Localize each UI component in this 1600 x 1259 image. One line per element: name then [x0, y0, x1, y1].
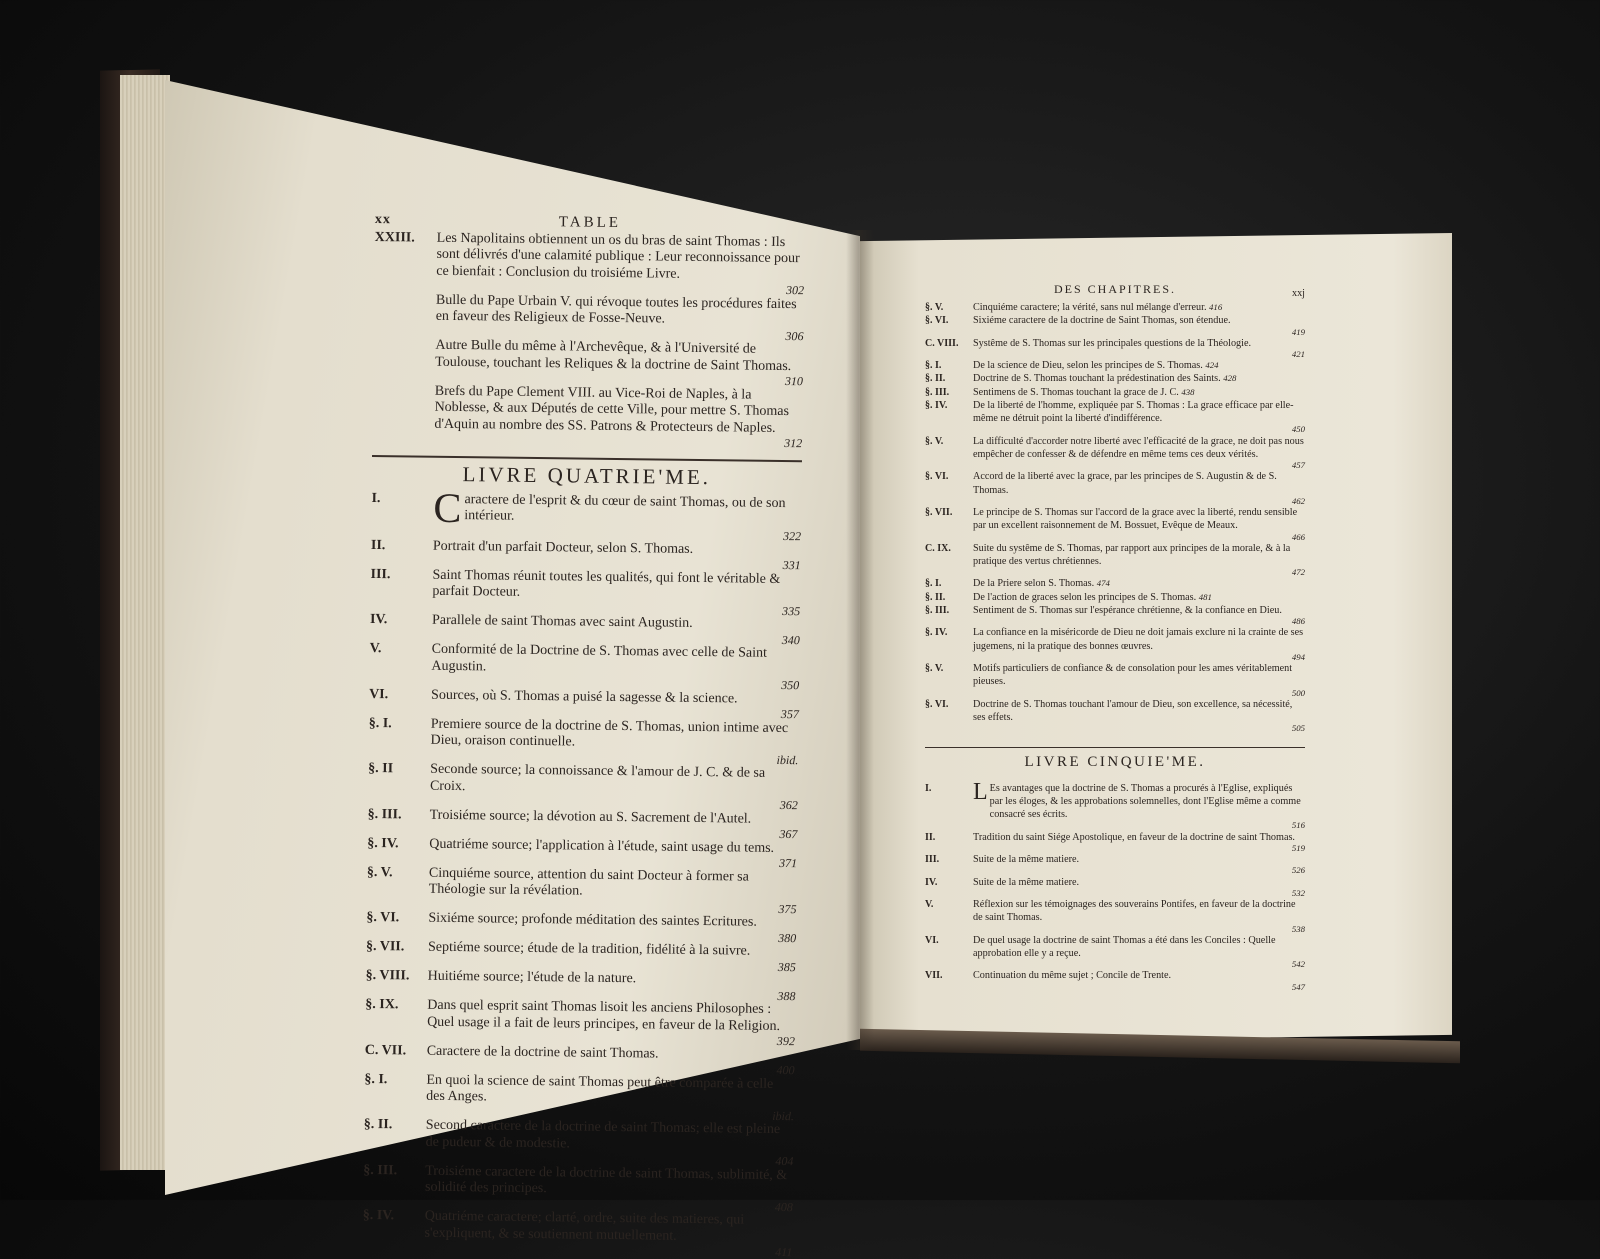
entry-page: 302	[785, 283, 805, 298]
toc-entry	[925, 399, 1305, 435]
entry-text: aractere de l'esprit & du cœur de saint Thomas, ou de son intérieur.	[464, 492, 786, 525]
entry-page: 421	[1291, 348, 1305, 359]
entry-text: Es avantages que la doctrine de S. Thomas a procurés à l'Eglise, expliqués par les éloges, & les approbations solemnelles, dont l'Eglise même a comme consacré ses écrits.	[989, 782, 1301, 821]
toc-entry	[368, 761, 799, 812]
entry-text: Dans quel esprit saint Thomas lisoit les anciens Philosophes : Quel usage il a fait de leurs principes, en faveur de la Religion.	[427, 998, 781, 1034]
entry-page: 505	[1291, 723, 1305, 734]
left-prior-entries	[372, 230, 805, 450]
entry-page: 472	[1291, 567, 1305, 578]
entry-number: V.	[925, 899, 934, 911]
entry-text: De quel usage la doctrine de saint Thomas a été dans les Conciles : Quelle approbation elle y a reçue.	[973, 934, 1276, 959]
entry-number: §. V.	[925, 302, 944, 313]
entry-text: Les Napolitains obtiennent un os du bras de saint Thomas : Ils sont délivrés d'une calamité publique : Leur reconnoissance pour ce bienfait : Conclusion du troisiéme Livre.	[436, 230, 800, 282]
toc-entry	[925, 604, 1305, 626]
entry-page: 416	[1209, 302, 1223, 312]
page-edges	[120, 75, 170, 1170]
entry-page: 516	[1291, 820, 1305, 831]
entry-number: §. VII.	[365, 939, 405, 955]
entry-page: 411	[775, 1244, 793, 1259]
entry-page: 380	[778, 930, 797, 945]
entry-number: III.	[370, 566, 391, 582]
entry-number: §. III.	[925, 386, 950, 398]
entry-text: Continuation du même sujet ; Concile de Trente.	[973, 970, 1172, 982]
entry-number	[373, 337, 435, 338]
entry-text: Autre Bulle du même à l'Archevêque, & à l'Université de Toulouse, touchant les Reliques & la doctrine de Saint Thomas.	[435, 338, 792, 374]
entry-number: §. VI.	[925, 315, 949, 327]
toc-entry	[925, 876, 1305, 898]
entry-number: IV.	[369, 612, 388, 628]
entry-text: Troisiéme caractere de la doctrine de saint Thomas, sublimité, & solidité des principes.	[424, 1163, 788, 1197]
entry-page: 462	[1291, 495, 1305, 506]
toc-entry	[925, 314, 1305, 336]
entry-text: Doctrine de S. Thomas touchant l'amour de Dieu, son excellence, sa nécessité, ses effets.	[973, 698, 1293, 724]
section-rule	[372, 455, 802, 462]
entry-text: Tradition du saint Siége Apostolique, en faveur de la doctrine de saint Thomas.	[973, 831, 1295, 843]
gutter-shadow	[846, 230, 874, 1050]
entry-text: Réflexion sur les témoignages des souverains Pontifes, en faveur de la doctrine de saint Thomas.	[973, 899, 1296, 924]
entry-page: 310	[784, 374, 804, 389]
entry-text: De la Priere selon S. Thomas.	[973, 578, 1095, 590]
entry-page: 357	[780, 707, 799, 722]
toc-entry	[363, 1163, 794, 1214]
entry-page: 526	[1291, 865, 1305, 876]
entry-text: Suite de la même matiere.	[973, 876, 1080, 888]
entry-text: Caractere de la doctrine de saint Thomas.	[426, 1043, 659, 1062]
entry-page: 400	[776, 1063, 795, 1078]
entry-text: En quoi la science de saint Thomas peut être comparée à celle des Anges.	[426, 1072, 774, 1105]
entry-text: Sixiéme source; profonde méditation des saintes Ecritures.	[428, 910, 757, 930]
entry-text: Premiere source de la doctrine de S. Thomas, union intime avec Dieu, oraison continuelle.	[430, 716, 789, 750]
entry-number: §. I.	[364, 1071, 388, 1088]
entry-page: 335	[782, 603, 801, 618]
entry-text: Septiéme source; étude de la tradition, fidélité à la suivre.	[427, 939, 751, 959]
entry-number: §. V.	[366, 864, 393, 880]
entry-number: C. VII.	[364, 1042, 407, 1059]
toc-entry	[925, 386, 1305, 399]
entry-page: 428	[1223, 373, 1237, 384]
entry-text: Motifs particuliers de confiance & de consolation pour les ames véritablement pieuses.	[973, 663, 1293, 688]
entry-number: I.	[925, 782, 932, 794]
toc-entry	[925, 435, 1305, 471]
left-page-text	[362, 212, 805, 1259]
toc-entry	[374, 230, 805, 297]
toc-entry	[364, 1072, 795, 1123]
entry-number: VII.	[925, 970, 943, 982]
entry-page: 392	[776, 1034, 795, 1049]
entry-page: ibid.	[776, 752, 799, 767]
entry-page: 450	[1291, 424, 1305, 435]
entry-number: §. IV.	[362, 1208, 395, 1224]
entry-page: 532	[1291, 887, 1305, 898]
entry-text: Parallele de saint Thomas avec saint Augustin.	[431, 612, 693, 632]
entry-text: Bulle du Pape Urbain V. qui révoque toutes les procédures faites en faveur des Religieux de Fosse-Neuve.	[435, 292, 797, 327]
drop-cap: C	[433, 485, 462, 533]
entry-page: 312	[784, 436, 803, 451]
entry-number: VI.	[369, 686, 389, 702]
entry-number: §. II.	[925, 373, 946, 385]
entry-text: Cinquiéme source, attention du saint Docteur à former sa Théologie sur la révélation.	[428, 865, 749, 899]
entry-number: §. VI.	[925, 698, 949, 710]
entry-number: §. I.	[925, 578, 942, 590]
entry-text: Le principe de S. Thomas sur l'accord de la grace avec la liberté, rendu sensible par un excellent raisonnement de M. Bossuet, Evêque de Meaux.	[973, 507, 1298, 532]
entry-number: IV.	[925, 876, 938, 888]
entry-number: §. II	[368, 761, 394, 777]
toc-entry	[371, 485, 802, 544]
livre-cinquieme-title: LIVRE CINQUIE'ME.	[1024, 754, 1206, 771]
toc-entry	[925, 969, 1305, 991]
entry-number: §. IX.	[365, 997, 399, 1013]
toc-entry	[925, 301, 1305, 314]
toc-entry	[925, 577, 1305, 590]
drop-cap: L	[973, 778, 988, 805]
entry-number: §. I.	[368, 715, 392, 731]
entry-page: 385	[777, 959, 796, 974]
entry-text: Suite du systême de S. Thomas, par rapport aux principes de la morale, & à la pratique des vertus chrétiennes.	[973, 542, 1291, 567]
entry-text: La confiance en la miséricorde de Dieu ne doit jamais exclure ni la crainte de ses jugemens, ni la pratique des bonnes œuvres.	[973, 627, 1304, 652]
entry-page: 350	[781, 678, 800, 693]
entry-page: 367	[779, 827, 798, 842]
entry-number: XXIII.	[374, 229, 415, 246]
toc-entry	[925, 359, 1305, 372]
entry-text: La difficulté d'accorder notre liberté avec l'efficacité de la grace, ne doit pas nous empêcher de confesser & de défendre en même tems ces deux vérités.	[973, 435, 1304, 460]
entry-number: III.	[925, 854, 940, 866]
entry-page: 362	[779, 797, 798, 813]
toc-entry	[925, 853, 1305, 875]
entry-number: C. VIII.	[925, 337, 959, 349]
toc-entry	[363, 1117, 794, 1168]
toc-entry	[925, 337, 1305, 359]
entry-text: Portrait d'un parfait Docteur, selon S. Thomas.	[432, 538, 694, 557]
entry-page: 375	[778, 901, 797, 916]
toc-entry	[925, 626, 1305, 662]
entry-number: VI.	[925, 934, 939, 946]
entry-text: De la science de Dieu, selon les principes de S. Thomas.	[973, 360, 1203, 372]
entry-number: §. IV.	[925, 399, 948, 411]
toc-entry	[372, 383, 803, 450]
entry-page: 474	[1096, 578, 1110, 589]
toc-entry	[925, 778, 1305, 831]
right-running-head	[925, 283, 1305, 301]
toc-entry	[925, 591, 1305, 604]
right-folio: xxj	[1291, 288, 1305, 299]
toc-entry	[925, 831, 1305, 853]
entry-text: Brefs du Pape Clement VIII. au Vice-Roi de Naples, à la Noblesse, & aux Députés de cette Ville, pour mettre S. Thomas d'Aquin au nombre des SS. Patrons & Protecteurs de Naples.	[434, 383, 790, 436]
entry-number: §. VI.	[366, 910, 400, 926]
entry-page: 494	[1291, 651, 1305, 662]
entry-number: §. IV.	[367, 835, 399, 852]
entry-page: ibid.	[772, 1108, 795, 1123]
entry-text: Huitiéme source; l'étude de la nature.	[427, 968, 637, 987]
entry-number: I.	[371, 491, 381, 507]
entry-text: Sixiéme caractere de la doctrine de Saint Thomas, son étendue.	[973, 315, 1231, 327]
entry-number: II.	[370, 537, 386, 553]
entry-text: Sentimens de S. Thomas touchant la grace de J. C.	[973, 386, 1179, 398]
entry-text: Suite de la même matiere.	[973, 854, 1080, 866]
entry-page: 519	[1291, 842, 1305, 853]
section-rule	[925, 747, 1305, 748]
entry-text: Conformité de la Doctrine de S. Thomas avec celle de Saint Augustin.	[431, 641, 767, 675]
entry-page: 340	[781, 632, 800, 647]
entry-page: 388	[777, 988, 796, 1003]
toc-entry	[925, 698, 1305, 734]
entry-text: Systême de S. Thomas sur les principales questions de la Théologie.	[973, 337, 1252, 349]
toc-entry	[362, 1208, 793, 1259]
right-entries	[925, 301, 1305, 733]
entry-number	[374, 292, 436, 293]
toc-entry	[373, 337, 804, 388]
entry-page: 486	[1291, 616, 1305, 627]
entry-number: C. IX.	[925, 542, 951, 554]
entry-page: 419	[1291, 326, 1305, 337]
entry-page: 371	[778, 856, 798, 871]
entry-number: §. V.	[925, 663, 944, 675]
entry-page: 547	[1291, 981, 1305, 992]
entry-number: §. II.	[363, 1117, 393, 1133]
right-entries-livre-cinq	[925, 831, 1305, 992]
entry-page: 500	[1291, 687, 1305, 698]
left-running-title: TABLE	[558, 214, 622, 232]
entry-number: §. III.	[925, 604, 950, 616]
toc-entry	[925, 934, 1305, 970]
entry-text: Troisiéme source; la dévotion au S. Sacrement de l'Autel.	[429, 807, 752, 827]
entry-text: Seconde source; la connoissance & l'amour de J. C. & de sa Croix.	[429, 761, 766, 794]
entry-text: Doctrine de S. Thomas touchant la prédestination des Saints.	[973, 373, 1221, 385]
toc-entry	[368, 716, 799, 767]
toc-entry	[366, 865, 797, 916]
entry-number: §. IV.	[925, 627, 948, 639]
entry-text: Quatriéme source; l'application à l'étude, saint usage du tems.	[429, 836, 775, 856]
left-folio: xx	[374, 212, 391, 228]
right-page-text	[925, 283, 1305, 992]
entry-page: 466	[1291, 531, 1305, 542]
entry-number: §. VI.	[925, 471, 949, 483]
entry-text: Cinquiéme caractere; la vérité, sans nul mélange d'erreur.	[973, 302, 1207, 313]
entry-page: 306	[785, 328, 804, 343]
entry-text: De la liberté de l'homme, expliquée par S. Thomas : La grace efficace par elle-même ne détruit point la liberté d'indifférence.	[973, 399, 1294, 425]
entry-text: Sentiment de S. Thomas sur l'espérance chrétienne, & la confiance en Dieu.	[973, 604, 1282, 616]
livre-quatrieme-title: LIVRE QUATRIE'ME.	[462, 461, 712, 489]
toc-entry	[925, 506, 1305, 542]
left-entries	[362, 538, 801, 1259]
toc-entry	[373, 292, 804, 343]
right-running-title: DES CHAPITRES.	[1053, 282, 1176, 296]
entry-text: Quatriéme caractere; clarté, ordre, suite des matieres, qui s'expliquent, & se soutiennent mutuellement.	[424, 1208, 745, 1244]
toc-entry	[925, 542, 1305, 578]
entry-number: §. VIII.	[365, 968, 410, 984]
toc-entry	[925, 662, 1305, 698]
entry-page: 457	[1291, 460, 1305, 471]
toc-entry	[925, 470, 1305, 506]
toc-entry	[925, 372, 1305, 385]
entry-page: 481	[1198, 591, 1212, 602]
entry-number: §. III.	[363, 1162, 398, 1179]
entry-text: Sources, où S. Thomas a puisé la sagesse & la science.	[431, 687, 738, 707]
entry-number: §. VII.	[925, 507, 953, 519]
entry-text: Second caractere de la doctrine de saint Thomas; elle est pleine de pudeur & de modestie.	[425, 1117, 781, 1152]
entry-page: 542	[1291, 959, 1305, 970]
entry-number: §. I.	[925, 360, 942, 372]
entry-page: 438	[1181, 386, 1195, 397]
entry-page: 404	[775, 1154, 794, 1169]
entry-number: §. II.	[925, 591, 946, 603]
entry-page: 424	[1205, 360, 1219, 371]
entry-text: Saint Thomas réunit toutes les qualités, qui font le véritable & parfait Docteur.	[432, 567, 781, 600]
entry-number: §. III.	[367, 806, 402, 822]
entry-number	[373, 383, 435, 384]
entry-page: 331	[782, 558, 801, 573]
entry-text: De l'action de graces selon les principes de S. Thomas.	[973, 591, 1197, 603]
toc-entry	[369, 641, 800, 692]
entry-page: 322	[782, 529, 802, 544]
entry-number: V.	[369, 641, 382, 657]
entry-page: 538	[1291, 923, 1305, 934]
toc-entry	[365, 997, 796, 1048]
entry-page: 408	[774, 1199, 793, 1214]
toc-entry	[370, 567, 801, 618]
entry-number: II.	[925, 831, 936, 843]
entry-text: Accord de la liberté avec la grace, par les principes de S. Augustin & de S. Thomas.	[973, 471, 1277, 496]
toc-entry	[925, 898, 1305, 934]
entry-number: §. V.	[925, 435, 944, 447]
